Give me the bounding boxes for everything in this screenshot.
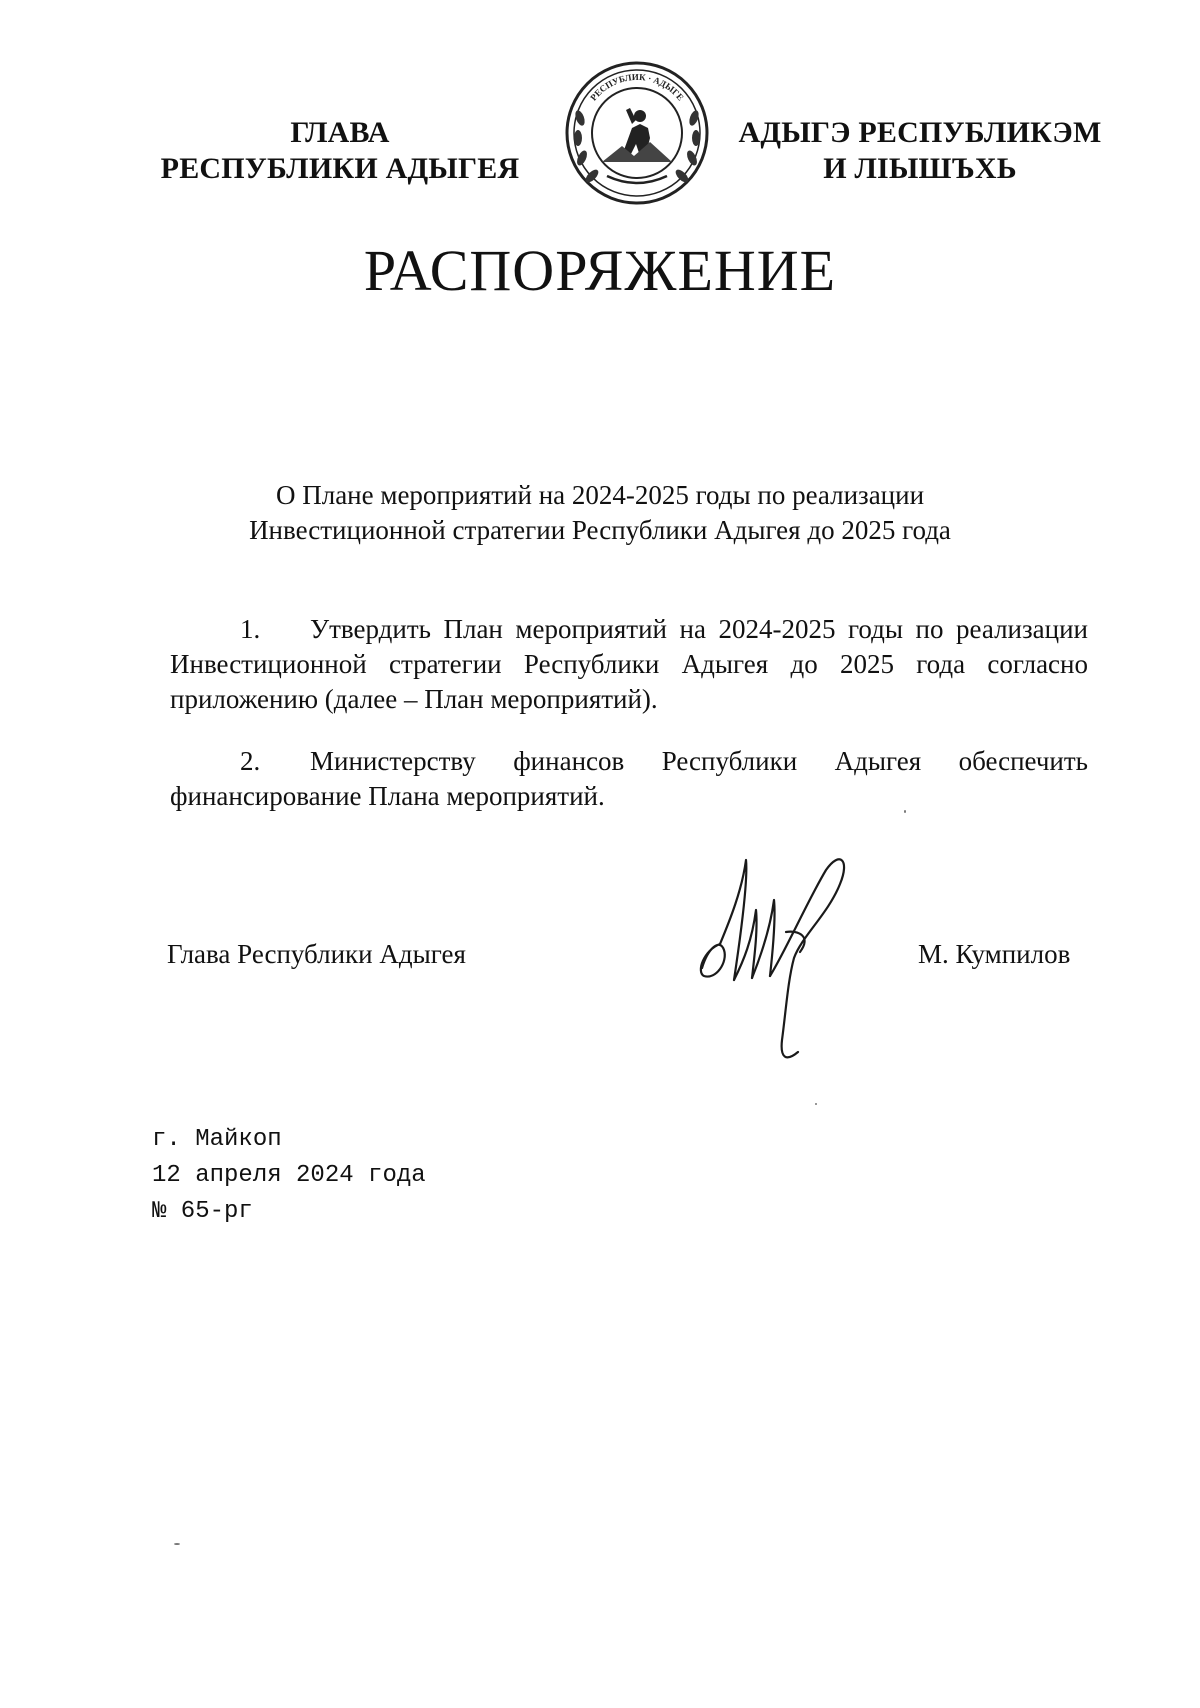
document-number: № 65-рг: [152, 1198, 253, 1225]
document-subject: [150, 478, 1050, 548]
signatory-role: Глава Республики Адыгея: [167, 939, 466, 969]
document-city: г. Майкоп: [152, 1126, 282, 1153]
header-right-line1: АДЫГЭ РЕСПУБЛИКЭМ: [738, 116, 1102, 149]
scan-speck: [904, 810, 906, 813]
header-left-line2: РЕСПУБЛИКИ АДЫГЕЯ: [160, 152, 520, 185]
order-item-1: [170, 612, 1088, 717]
handwritten-signature-icon: [690, 840, 920, 1070]
header-left-title: [150, 115, 530, 187]
svg-text:РЕСПУБЛИК · АДЫГЕ: РЕСПУБЛИК · АДЫГЕ: [588, 71, 686, 103]
header-right-title: [730, 115, 1110, 187]
subject-line-2: Инвестиционной стратегии Республики Адыгея до 2025 года: [249, 515, 951, 545]
scan-speck: [815, 1103, 817, 1105]
signatory-name: М. Кумпилов: [918, 939, 1071, 969]
header-right-line2: И ЛІЫШЪХЬ: [823, 152, 1017, 185]
header-left-line1: ГЛАВА: [290, 116, 390, 149]
coat-of-arms-icon: [562, 58, 712, 208]
order-item-2: [170, 744, 1088, 814]
document-date: 12 апреля 2024 года: [152, 1162, 426, 1189]
subject-line-1: О Плане мероприятий на 2024-2025 годы по реализации: [275, 480, 925, 510]
scan-speck: [174, 1543, 180, 1545]
order-item-1-number: 1.: [240, 614, 261, 644]
order-item-1-text: Утвердить План мероприятий на 2024-2025 годы по реализации Инвестиционной стратегии Республики Адыгея до 2025 года согласно приложению (далее – План мероприятий).: [170, 614, 1088, 714]
document-type-title: РАСПОРЯЖЕНИЕ: [363, 238, 837, 303]
order-item-2-number: 2.: [240, 746, 261, 776]
order-item-2-text: Министерству финансов Республики Адыгея обеспечить финансирование Плана мероприятий.: [170, 746, 1088, 811]
